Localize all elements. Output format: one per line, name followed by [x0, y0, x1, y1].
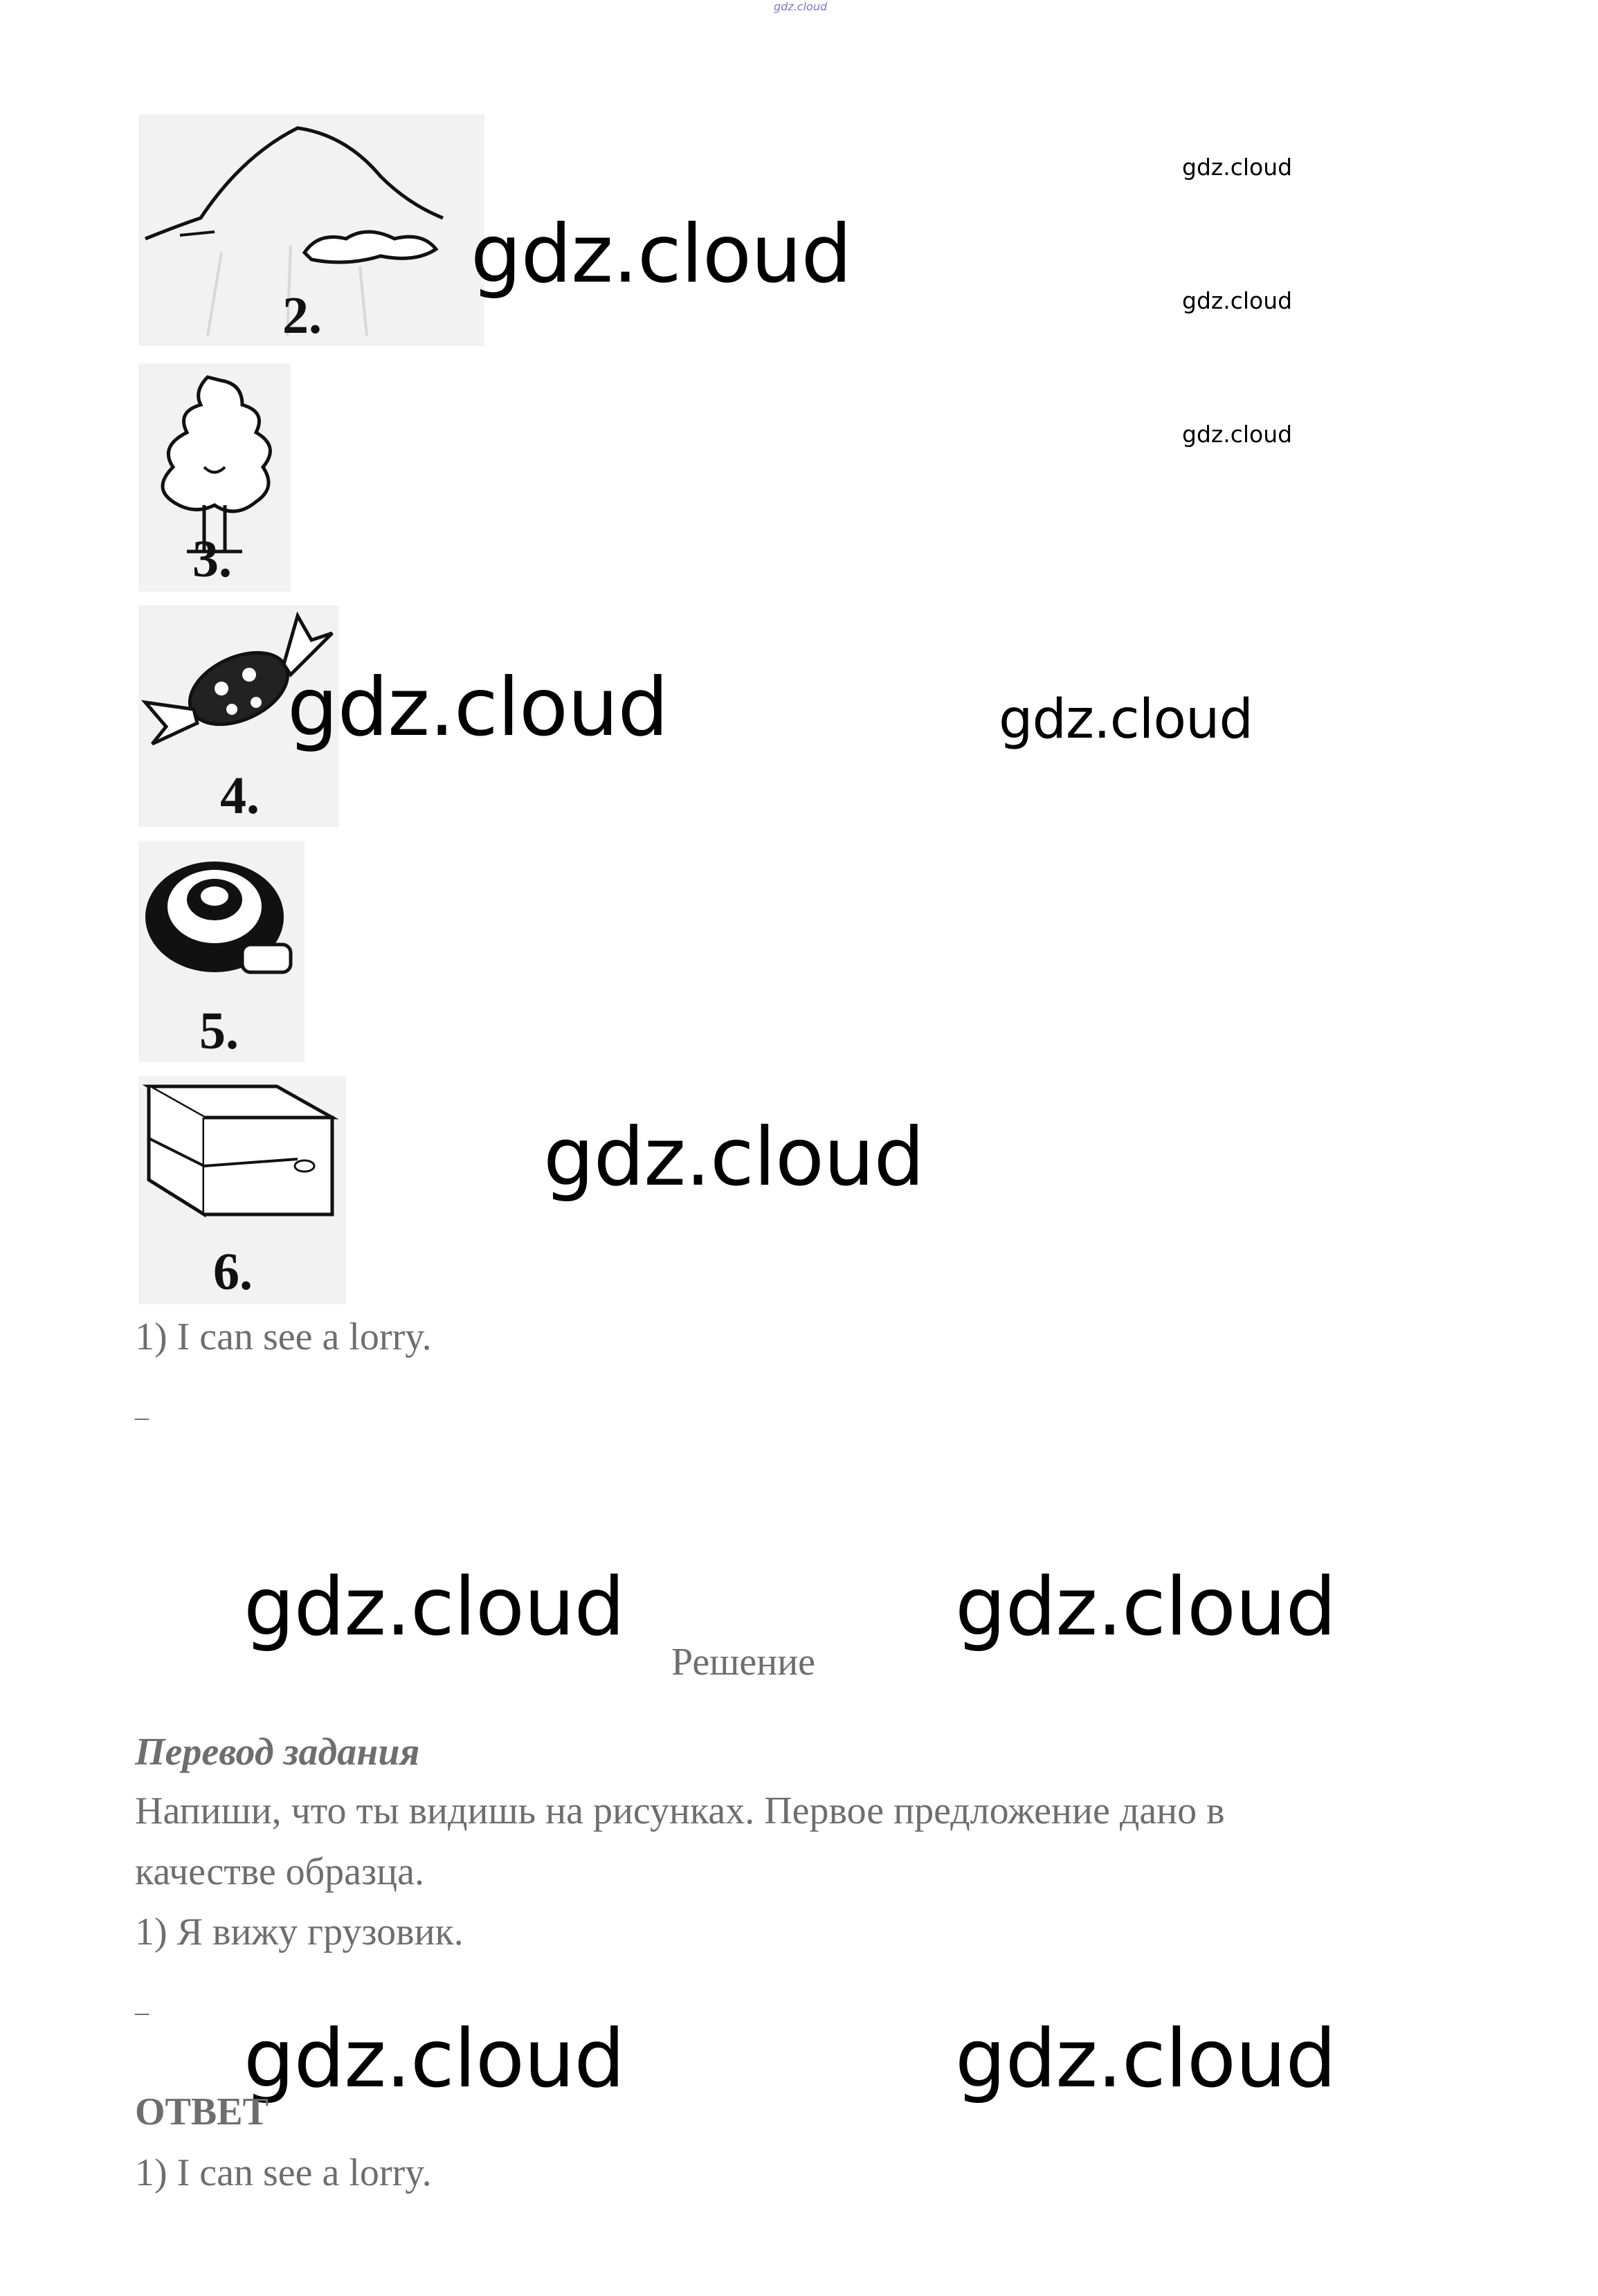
watermark: gdz.cloud: [955, 1560, 1336, 1654]
translation-line: Напиши, что ты видишь на рисунках. Первое предложение дано в: [135, 1789, 1225, 1832]
watermark: gdz.cloud: [1182, 154, 1293, 181]
watermark: gdz.cloud: [1182, 421, 1293, 448]
picture-tree: [138, 363, 291, 592]
answer-heading: ОТВЕТ: [135, 2090, 269, 2133]
picture-mountain: [138, 114, 484, 346]
watermark: gdz.cloud: [999, 689, 1253, 751]
picture-number: 3.: [192, 530, 232, 588]
dash: _: [135, 1392, 149, 1423]
picture-number: 4.: [220, 767, 260, 825]
watermark: gdz.cloud: [244, 1560, 625, 1654]
translation-line: качестве образца.: [135, 1850, 424, 1893]
watermark-top: gdz.cloud: [774, 0, 828, 13]
picture-belt: [138, 841, 305, 1062]
watermark: gdz.cloud: [287, 661, 669, 754]
picture-number: 2.: [282, 286, 322, 345]
watermark: gdz.cloud: [244, 2012, 625, 2106]
picture-number: 6.: [213, 1243, 253, 1301]
exercise-example: 1) I can see a lorry.: [135, 1315, 432, 1358]
picture-number: 5.: [199, 1002, 239, 1060]
translation-example: 1) Я вижу грузовик.: [135, 1911, 464, 1953]
watermark: gdz.cloud: [955, 2012, 1336, 2106]
watermark: gdz.cloud: [471, 208, 852, 301]
picture-box: [138, 1076, 346, 1304]
watermark: gdz.cloud: [1182, 287, 1293, 314]
watermark: gdz.cloud: [543, 1111, 925, 1204]
dash: _: [135, 1987, 149, 2018]
solution-title: Решение: [671, 1641, 816, 1684]
answer-example: 1) I can see a lorry.: [135, 2151, 432, 2194]
translation-heading: Перевод задания: [135, 1731, 420, 1774]
